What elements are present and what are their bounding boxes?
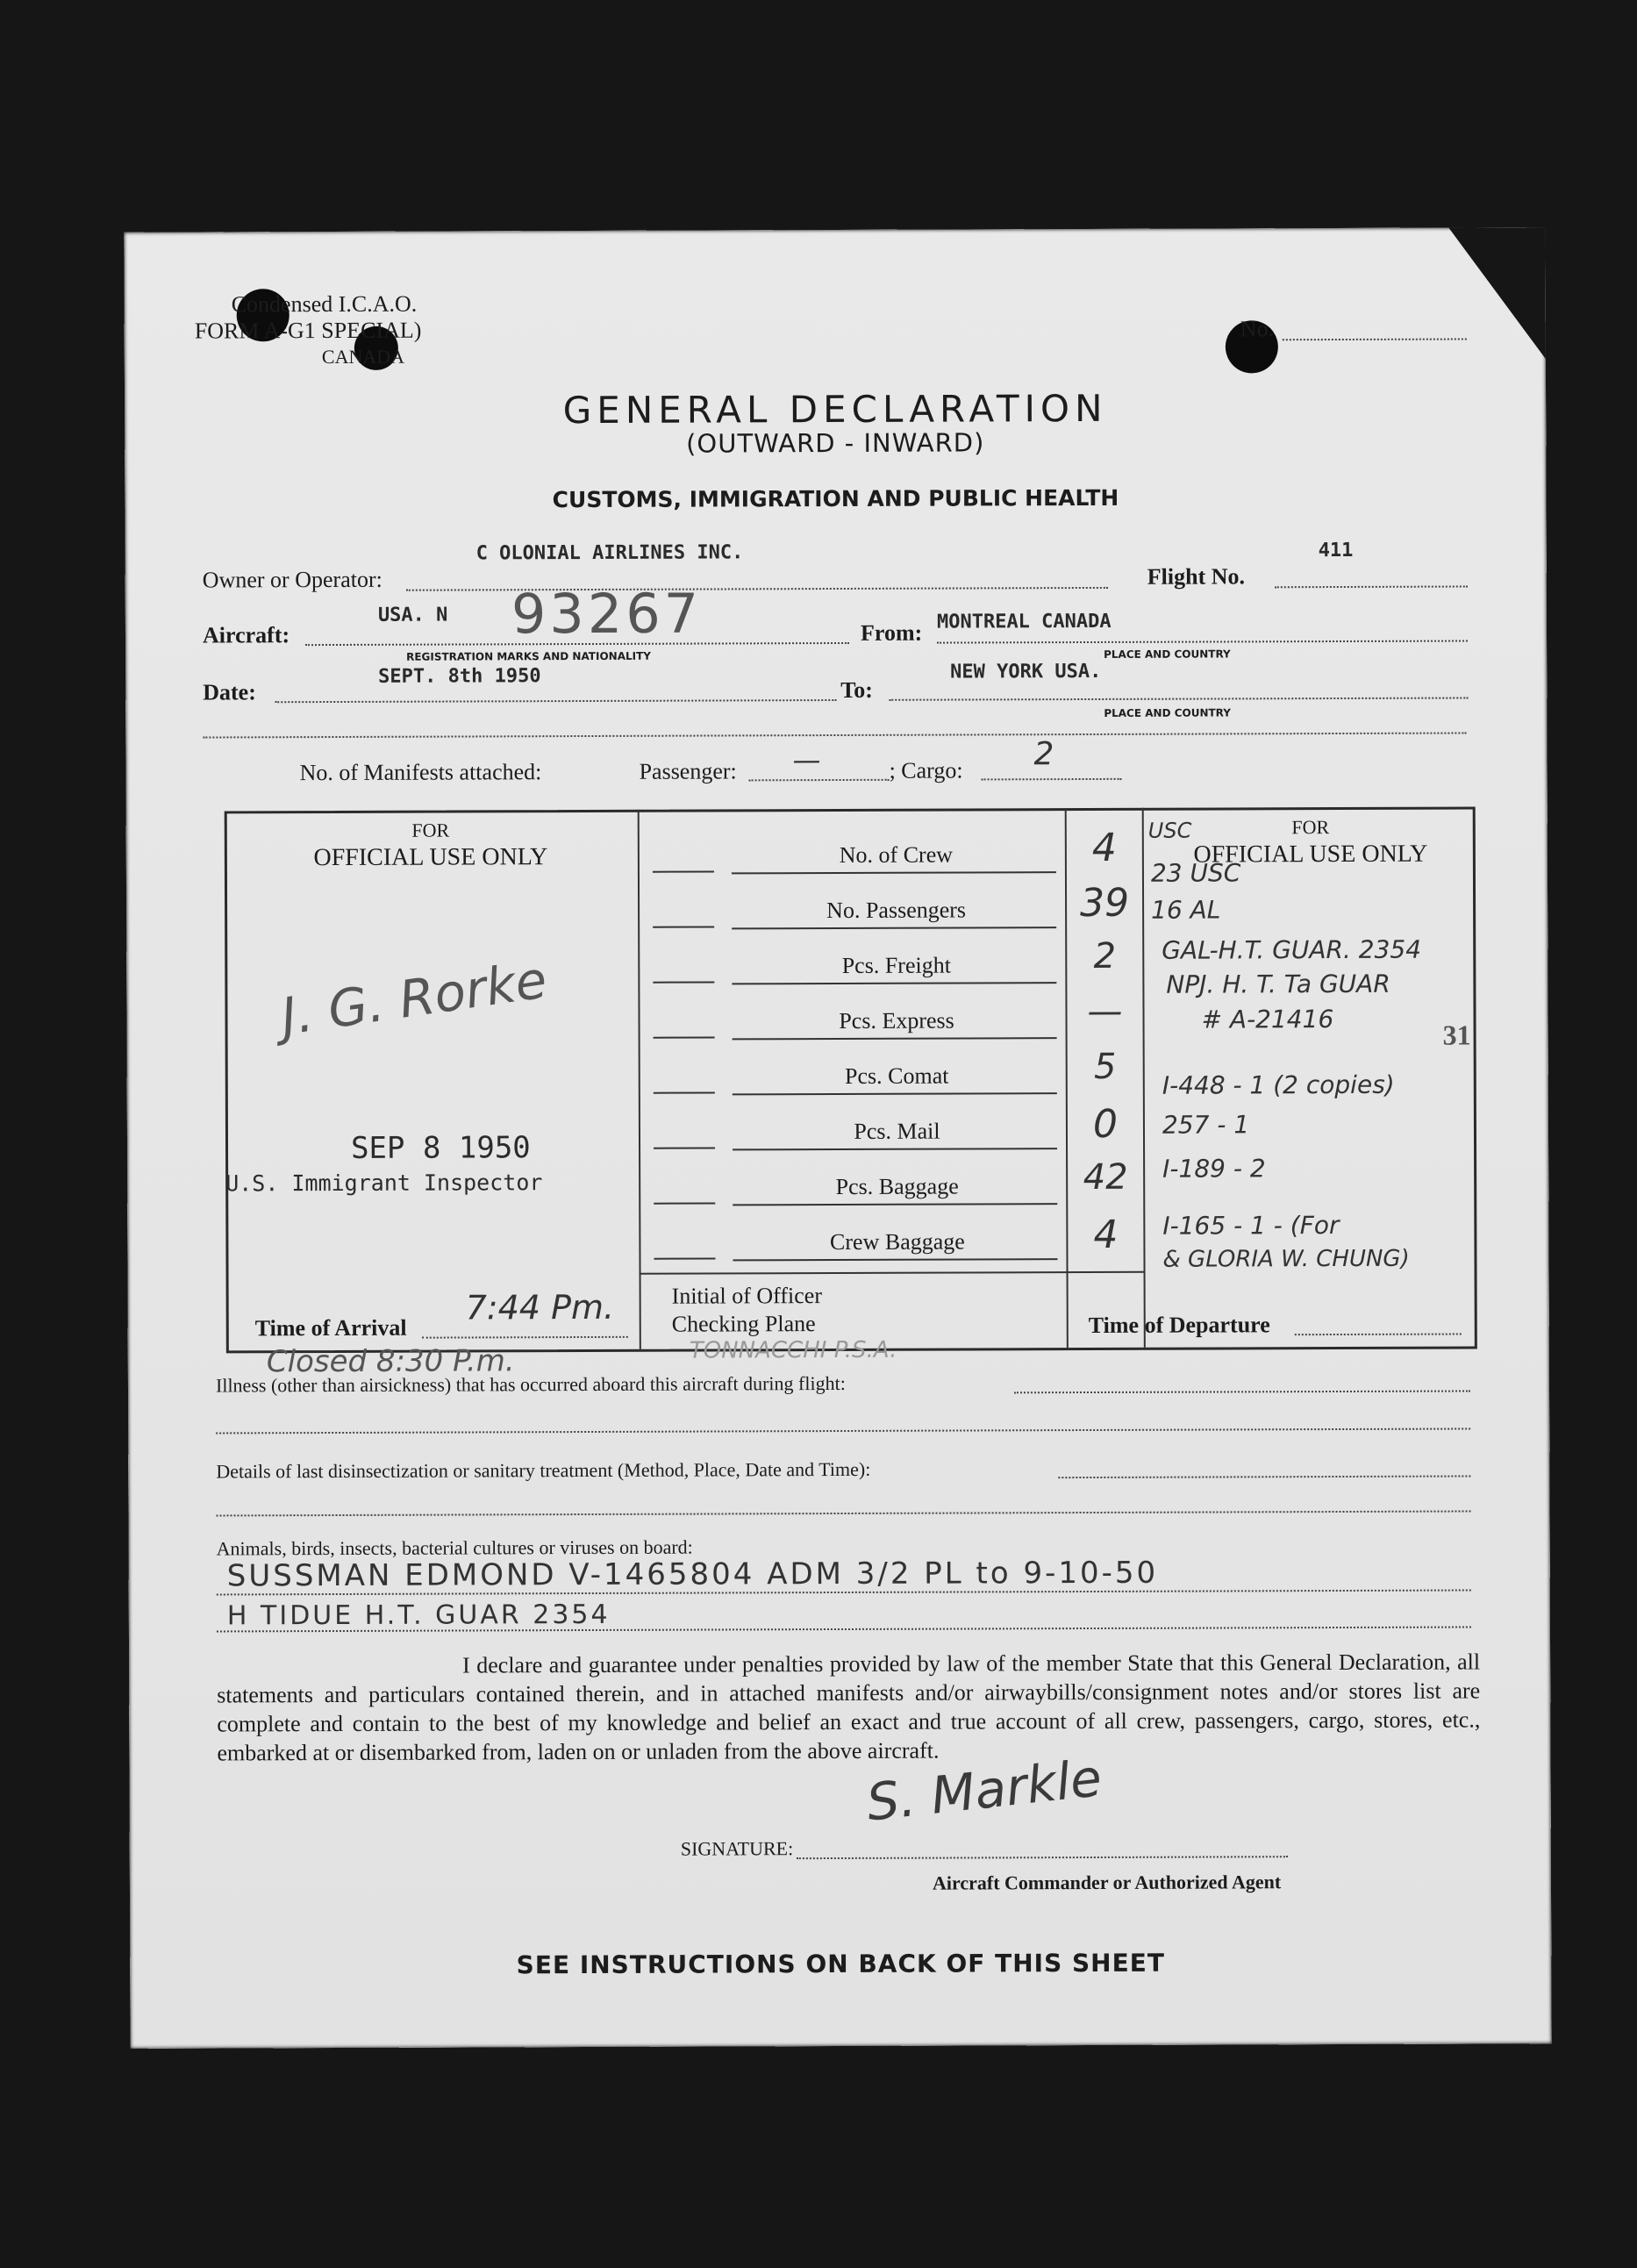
disinsect-label: Details of last disinsectization or sanitary treatment (Method, Place, Date and Time): (216, 1457, 871, 1483)
signature-label: SIGNATURE: (680, 1837, 794, 1860)
aircraft-caption: REGISTRATION MARKS AND NATIONALITY (406, 649, 651, 663)
declaration-text: I declare and guarantee under penalties provided by law of the member State that this General Declaration, all statements and particulars contained therein, and in attached manifests and/or airwaybills/consignment notes and/or stores list are complete and contain to the best of my knowledge and belief an exact and true account of all crew, passengers, cargo, stores, etc., embarked at or disembarked from, laden on or unladen from the above aircraft. (217, 1649, 1481, 1766)
form-no-label: No. (1240, 316, 1275, 342)
from-caption: PLACE AND COUNTRY (1104, 647, 1231, 661)
left-for: FOR (411, 819, 450, 841)
initial-note: TONNACCHI P.S.A. (689, 1336, 897, 1364)
flight-label: Flight No. (1147, 563, 1246, 590)
count-value: 0 (1092, 1101, 1119, 1147)
illness-line-2 (216, 1427, 1470, 1434)
from-label: From: (860, 619, 923, 646)
initial-line1: Initial of Officer (671, 1283, 823, 1309)
blank-row (653, 981, 714, 983)
page-subheading: CUSTOMS, IMMIGRATION AND PUBLIC HEALTH (552, 484, 1119, 513)
blank-line-1 (203, 732, 1466, 738)
page-subtitle: (OUTWARD - INWARD) (685, 427, 985, 459)
right-official-title: OFFICIAL USE ONLY (1193, 840, 1428, 869)
to-caption: PLACE AND COUNTRY (1104, 706, 1231, 719)
owner-value: C OLONIAL AIRLINES INC. (475, 541, 744, 565)
count-value: 5 (1093, 1046, 1117, 1087)
from-value: MONTREAL CANADA (936, 610, 1112, 633)
arrival-label: Time of Arrival (254, 1314, 407, 1341)
manifests-passenger-line (749, 779, 890, 782)
right-note: GAL-H.T. GUAR. 2354 (1162, 934, 1422, 965)
count-label: Pcs. Comat (844, 1062, 949, 1089)
date-label: Date: (203, 679, 256, 705)
closed-note: Closed 8:30 P.m. (266, 1343, 515, 1380)
signature-value: S. Markle (863, 1748, 1104, 1833)
blank-row (654, 1036, 715, 1038)
count-value: 2 (1093, 935, 1117, 977)
flight-line (1275, 585, 1468, 588)
left-official-title: OFFICIAL USE ONLY (313, 843, 548, 872)
right-note: 23 USC (1150, 858, 1241, 888)
disinsect-line-2 (216, 1510, 1470, 1516)
flight-value: 411 (1318, 539, 1354, 562)
form-country: CANADA (321, 345, 405, 368)
arrival-value: 7:44 Pm. (465, 1287, 615, 1327)
right-note: 16 AL (1151, 895, 1221, 925)
blank-row (653, 926, 714, 927)
count-value: 4 (1091, 825, 1117, 870)
animals-label: Animals, birds, insects, bacterial cultures or viruses on board: (216, 1535, 693, 1560)
right-note: & GLORIA W. CHUNG) (1162, 1245, 1410, 1273)
right-note: 257 - 1 (1162, 1110, 1250, 1140)
animals-note: SUSSMAN EDMOND V-1465804 ADM 3/2 PL to 9-10-50 (226, 1555, 1159, 1594)
right-note: I-448 - 1 (2 copies) (1162, 1070, 1395, 1100)
manifests-cargo-label: ; Cargo: (889, 757, 963, 783)
blank-rows (124, 227, 1545, 233)
form-line2: FORM A-G1 SPECIAL) (194, 317, 422, 344)
owner-label: Owner or Operator: (202, 566, 382, 593)
from-line (937, 640, 1468, 643)
manifests-cargo-line (982, 778, 1122, 781)
stamp-date: SEP 8 1950 (350, 1130, 531, 1166)
right-for: FOR (1291, 816, 1330, 839)
count-label: No. of Crew (839, 841, 954, 868)
count-label: Pcs. Mail (854, 1118, 940, 1144)
count-value: 39 (1079, 880, 1130, 927)
declaration-sheet (124, 227, 1551, 2049)
aircraft-prefix: USA. N (377, 604, 448, 626)
manifests-cargo-value: 2 (1033, 736, 1054, 773)
to-line (889, 697, 1468, 700)
count-label: Pcs. Freight (841, 952, 951, 978)
departure-label: Time of Departure (1088, 1312, 1270, 1339)
form-no-line (1283, 338, 1467, 340)
manifests-passenger-label: Passenger: (639, 758, 737, 784)
signature-caption: Aircraft Commander or Authorized Agent (932, 1871, 1282, 1894)
count-value: 42 (1083, 1156, 1128, 1198)
blank-row (653, 870, 714, 872)
to-value: NEW YORK USA. (950, 660, 1102, 683)
initial-line2: Checking Plane (671, 1311, 816, 1337)
inspector-signature: J. G. Rorke (277, 949, 551, 1048)
form-line1: Condensed I.C.A.O. (231, 290, 418, 318)
page-title: GENERAL DECLARATION (562, 386, 1108, 433)
count-label: Crew Baggage (829, 1228, 965, 1256)
blank-row (654, 1257, 715, 1259)
margin-number: 31 (1442, 1019, 1471, 1051)
aircraft-registration: 93267 (511, 581, 703, 647)
manifests-label: No. of Manifests attached: (299, 759, 542, 786)
blank-row (654, 1091, 715, 1093)
right-note: NPJ. H. T. Ta GUAR (1166, 969, 1390, 999)
footer-instructions: SEE INSTRUCTIONS ON BACK OF THIS SHEET (516, 1948, 1165, 1980)
right-note: I-165 - 1 - (For (1162, 1211, 1340, 1241)
right-note: # A-21416 (1201, 1005, 1334, 1034)
to-label: To: (840, 676, 873, 703)
count-label: No. Passengers (826, 897, 967, 924)
stamp-inspector: U.S. Immigrant Inspector (225, 1170, 543, 1197)
illness-line (1014, 1390, 1470, 1393)
disinsect-line (1058, 1475, 1470, 1478)
right-note: USC (1147, 818, 1192, 843)
count-label: Pcs. Express (839, 1007, 954, 1034)
count-value: 4 (1093, 1212, 1119, 1257)
count-label: Pcs. Baggage (835, 1173, 959, 1200)
date-value: SEPT. 8th 1950 (378, 665, 541, 688)
manifests-passenger-value: — (792, 743, 821, 777)
signature-line (797, 1856, 1288, 1859)
date-line (275, 699, 836, 703)
right-note: I-189 - 2 (1162, 1154, 1266, 1184)
illness-label: Illness (other than airsickness) that has occurred aboard this aircraft during flight: (215, 1371, 846, 1397)
animals-note: H TIDUE H.T. GUAR 2354 (226, 1599, 611, 1632)
aircraft-label: Aircraft: (202, 622, 290, 648)
blank-row (654, 1147, 715, 1148)
count-value: — (1087, 991, 1123, 1033)
blank-row (654, 1202, 715, 1204)
